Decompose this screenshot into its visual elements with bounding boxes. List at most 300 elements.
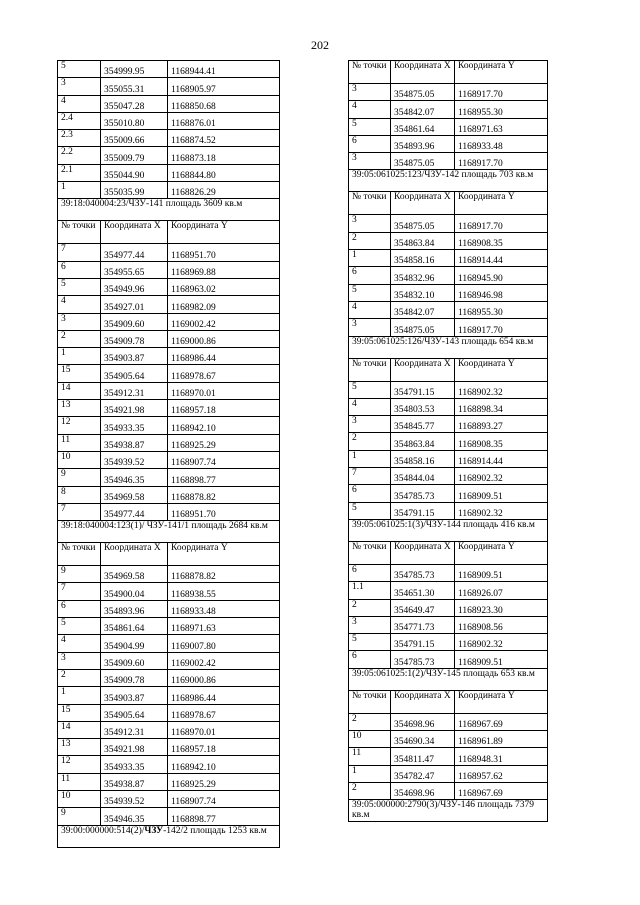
table-row	[58, 669, 280, 686]
coordinate-x-cell: 354904.99	[101, 635, 168, 652]
coordinate-y-header: Координата Y	[168, 543, 280, 566]
coordinate-x-cell: 354791.15	[391, 502, 455, 519]
coordinate-y-cell: 1168909.51	[455, 564, 548, 581]
coordinate-y-cell: 1168893.27	[455, 416, 548, 433]
point-number-cell: 12	[58, 756, 101, 773]
section-caption-row	[58, 825, 280, 847]
coordinate-y-cell: 1168844.80	[168, 164, 280, 181]
coordinate-y-cell: 1168917.70	[455, 319, 548, 336]
coordinate-y-cell: 1168908.35	[455, 232, 548, 249]
table-header-row	[58, 221, 280, 244]
coordinate-y-cell: 1168902.32	[455, 634, 548, 651]
table-row	[349, 485, 548, 502]
coordinate-x-cell: 354785.73	[391, 485, 455, 502]
table-row	[349, 215, 548, 232]
table-row	[349, 616, 548, 633]
point-number-cell: 7	[58, 503, 101, 520]
coordinate-y-cell: 1168978.67	[168, 365, 280, 382]
point-number-cell: 5	[349, 118, 391, 135]
table-row	[58, 296, 280, 313]
table-row	[349, 267, 548, 284]
coordinate-x-cell: 354946.35	[101, 808, 168, 825]
table-row	[58, 112, 280, 129]
coordinate-x-cell: 354832.96	[391, 267, 455, 284]
table-row	[349, 301, 548, 318]
coordinate-x-cell: 354698.96	[391, 782, 455, 799]
coordinate-x-cell: 354946.35	[101, 469, 168, 486]
coordinate-x-cell: 354939.52	[101, 790, 168, 807]
coordinate-x-cell: 354969.58	[101, 486, 168, 503]
section-caption-row	[349, 800, 548, 822]
table-row	[58, 61, 280, 78]
table-row	[349, 118, 548, 135]
coordinate-x-cell: 354875.05	[391, 215, 455, 232]
coordinate-y-cell: 1168961.89	[455, 731, 548, 748]
point-number-cell: 2	[349, 782, 391, 799]
coordinate-y-cell: 1168876.01	[168, 112, 280, 129]
coordinate-x-cell: 354690.34	[391, 731, 455, 748]
point-number-cell: 11	[58, 773, 101, 790]
coordinate-y-cell: 1168969.88	[168, 261, 280, 278]
table-header-row	[349, 61, 548, 84]
table-row	[58, 313, 280, 330]
coordinate-x-cell: 354977.44	[101, 503, 168, 520]
coordinate-y-cell: 1168957.18	[168, 739, 280, 756]
coordinate-y-cell: 1168986.44	[168, 348, 280, 365]
point-number-cell: 2	[58, 669, 101, 686]
coordinate-x-cell: 354842.07	[391, 301, 455, 318]
point-number-cell: 6	[58, 600, 101, 617]
coordinate-y-cell: 1168971.63	[455, 118, 548, 135]
coordinate-y-cell: 1168898.77	[168, 469, 280, 486]
table-row	[58, 739, 280, 756]
coordinate-x-cell: 355055.31	[101, 78, 168, 95]
table-row	[58, 486, 280, 503]
coordinate-y-cell: 1168898.34	[455, 398, 548, 415]
coordinate-y-cell: 1168907.74	[168, 451, 280, 468]
coordinate-y-cell: 1168923.30	[455, 599, 548, 616]
coordinate-x-cell: 354939.52	[101, 451, 168, 468]
point-number-cell: 1	[58, 182, 101, 199]
point-number-header: № точки	[349, 192, 391, 215]
right-coordinates-table	[348, 60, 548, 822]
coordinate-x-cell: 354969.58	[101, 566, 168, 583]
coordinate-y-cell: 1168874.52	[168, 130, 280, 147]
coordinate-x-cell: 354903.87	[101, 687, 168, 704]
point-number-cell: 3	[349, 215, 391, 232]
coordinate-y-cell: 1168909.51	[455, 651, 548, 668]
table-row	[58, 244, 280, 261]
point-number-cell: 6	[349, 564, 391, 581]
table-row	[349, 502, 548, 519]
point-number-cell: 3	[349, 153, 391, 170]
coordinate-x-cell: 354921.98	[101, 739, 168, 756]
table-row	[58, 808, 280, 825]
table-row	[58, 600, 280, 617]
section-caption-row	[349, 668, 548, 690]
table-row	[349, 381, 548, 398]
coordinate-x-cell: 354903.87	[101, 348, 168, 365]
coordinate-y-cell: 1168967.69	[455, 782, 548, 799]
table-row	[58, 790, 280, 807]
point-number-cell: 2.3	[58, 130, 101, 147]
point-number-cell: 1	[58, 687, 101, 704]
table-row	[58, 434, 280, 451]
point-number-cell: 3	[349, 84, 391, 101]
section-caption-row	[58, 521, 280, 543]
coordinate-x-cell: 354909.60	[101, 313, 168, 330]
point-number-cell: 6	[58, 261, 101, 278]
coordinate-x-cell: 355044.90	[101, 164, 168, 181]
table-row	[58, 147, 280, 164]
point-number-cell: 10	[349, 731, 391, 748]
coordinate-y-cell: 1169002.42	[168, 313, 280, 330]
coordinate-y-cell: 1168933.48	[168, 600, 280, 617]
point-number-cell: 2	[58, 330, 101, 347]
coordinate-x-cell: 354791.15	[391, 381, 455, 398]
point-number-header: № точки	[349, 541, 391, 564]
point-number-cell: 9	[58, 808, 101, 825]
coordinate-x-cell: 354927.01	[101, 296, 168, 313]
table-row	[58, 348, 280, 365]
table-row	[58, 618, 280, 635]
table-row	[349, 232, 548, 249]
coordinate-y-cell: 1168925.29	[168, 773, 280, 790]
point-number-cell: 6	[349, 485, 391, 502]
coordinate-y-cell: 1168908.35	[455, 433, 548, 450]
coordinate-y-cell: 1168970.01	[168, 382, 280, 399]
point-number-header: № точки	[58, 543, 101, 566]
section-caption: 39:05:061025:126/ЧЗУ-143 площадь 654 кв.м	[349, 336, 548, 358]
table-row	[58, 278, 280, 295]
table-row	[58, 417, 280, 434]
coordinate-y-cell: 1168850.68	[168, 95, 280, 112]
coordinate-x-cell: 354875.05	[391, 153, 455, 170]
table-row	[349, 599, 548, 616]
coordinate-x-cell: 354933.35	[101, 756, 168, 773]
point-number-cell: 11	[349, 748, 391, 765]
coordinate-y-cell: 1168907.74	[168, 790, 280, 807]
point-number-cell: 3	[58, 652, 101, 669]
right-column	[348, 60, 548, 822]
point-number-cell: 7	[349, 468, 391, 485]
coordinate-x-cell: 354933.35	[101, 417, 168, 434]
coordinate-y-cell: 1168948.31	[455, 748, 548, 765]
point-number-cell: 5	[58, 278, 101, 295]
coordinate-y-cell: 1169000.86	[168, 330, 280, 347]
coordinate-y-header: Координата Y	[455, 690, 548, 713]
coordinate-y-cell: 1168971.63	[168, 618, 280, 635]
section-caption	[58, 825, 280, 847]
table-row	[349, 765, 548, 782]
coordinate-x-cell: 355010.80	[101, 112, 168, 129]
table-row	[58, 503, 280, 520]
coordinate-x-header: Координата X	[391, 61, 455, 84]
coordinate-x-cell: 354938.87	[101, 434, 168, 451]
table-row	[58, 400, 280, 417]
coordinate-x-header: Координата X	[391, 358, 455, 381]
section-caption-row	[349, 170, 548, 192]
table-row	[349, 398, 548, 415]
coordinate-y-cell: 1168982.09	[168, 296, 280, 313]
coordinate-x-cell: 354861.64	[391, 118, 455, 135]
coordinate-x-cell: 354955.65	[101, 261, 168, 278]
coordinate-y-cell: 1168957.62	[455, 765, 548, 782]
table-row	[349, 564, 548, 581]
point-number-cell: 14	[58, 382, 101, 399]
table-row	[349, 782, 548, 799]
table-row	[349, 450, 548, 467]
table-row	[58, 78, 280, 95]
table-row	[58, 469, 280, 486]
coordinate-y-cell: 1168970.01	[168, 721, 280, 738]
coordinate-x-cell: 354803.53	[391, 398, 455, 415]
table-row	[58, 756, 280, 773]
table-row	[58, 583, 280, 600]
section-caption: 39:05:061025:1(2)/ЧЗУ-145 площадь 653 кв.м	[349, 668, 548, 690]
point-number-cell: 15	[58, 365, 101, 382]
coordinate-x-cell: 354900.04	[101, 583, 168, 600]
table-row	[58, 365, 280, 382]
coordinate-y-cell: 1168967.69	[455, 713, 548, 730]
table-row	[58, 261, 280, 278]
coordinate-x-cell: 354905.64	[101, 365, 168, 382]
coordinate-x-cell: 355009.66	[101, 130, 168, 147]
table-row	[349, 468, 548, 485]
coordinate-y-header: Координата Y	[455, 541, 548, 564]
coordinate-x-cell: 354999.95	[101, 61, 168, 78]
coordinate-x-header: Координата X	[101, 221, 168, 244]
coordinate-y-cell: 1168926.07	[455, 582, 548, 599]
coordinate-x-cell: 354893.96	[101, 600, 168, 617]
coordinate-x-cell: 354698.96	[391, 713, 455, 730]
table-row	[349, 84, 548, 101]
point-number-cell: 5	[349, 381, 391, 398]
table-row	[58, 95, 280, 112]
coordinate-y-cell: 1168978.67	[168, 704, 280, 721]
point-number-cell: 4	[58, 95, 101, 112]
coordinate-y-cell: 1168942.10	[168, 756, 280, 773]
coordinate-x-cell: 354909.60	[101, 652, 168, 669]
coordinate-y-cell: 1168909.51	[455, 485, 548, 502]
section-caption: 39:05:000000:2790(3)/ЧЗУ-146 площадь 7379 кв.м	[349, 800, 548, 822]
coordinate-y-cell: 1168933.48	[455, 135, 548, 152]
table-row	[349, 101, 548, 118]
coordinate-y-cell: 1168878.82	[168, 566, 280, 583]
coordinate-x-cell: 354909.78	[101, 330, 168, 347]
coordinate-y-cell: 1168945.90	[455, 267, 548, 284]
coordinate-x-cell: 354863.84	[391, 232, 455, 249]
table-row	[58, 635, 280, 652]
coordinate-x-header: Координата X	[101, 543, 168, 566]
point-number-cell: 1	[349, 765, 391, 782]
coordinate-x-cell: 354893.96	[391, 135, 455, 152]
coordinate-y-cell: 1168902.32	[455, 381, 548, 398]
coordinate-x-cell: 354842.07	[391, 101, 455, 118]
table-row	[349, 284, 548, 301]
table-row	[58, 164, 280, 181]
coordinate-x-cell: 354905.64	[101, 704, 168, 721]
point-number-header: № точки	[349, 690, 391, 713]
coordinate-x-cell: 354938.87	[101, 773, 168, 790]
coordinate-x-cell: 354844.04	[391, 468, 455, 485]
point-number-cell: 10	[58, 451, 101, 468]
coordinate-y-cell: 1168902.32	[455, 502, 548, 519]
coordinate-x-cell: 354921.98	[101, 400, 168, 417]
table-row	[349, 135, 548, 152]
point-number-header: № точки	[58, 221, 101, 244]
table-row	[58, 382, 280, 399]
coordinate-y-cell: 1168957.18	[168, 400, 280, 417]
point-number-cell: 2.1	[58, 164, 101, 181]
coordinate-x-header: Координата X	[391, 690, 455, 713]
table-header-row	[349, 690, 548, 713]
coordinate-y-cell: 1168942.10	[168, 417, 280, 434]
point-number-cell: 2.4	[58, 112, 101, 129]
point-number-cell: 2	[349, 433, 391, 450]
coordinate-y-cell: 1168878.82	[168, 486, 280, 503]
coordinate-x-cell: 355047.28	[101, 95, 168, 112]
coordinate-x-cell: 354785.73	[391, 651, 455, 668]
coordinate-y-cell: 1168826.29	[168, 182, 280, 199]
point-number-cell: 9	[58, 469, 101, 486]
coordinate-x-cell: 354782.47	[391, 765, 455, 782]
section-caption-row	[349, 519, 548, 541]
point-number-cell: 5	[349, 634, 391, 651]
coordinate-x-cell: 354861.64	[101, 618, 168, 635]
point-number-cell: 3	[58, 313, 101, 330]
coordinate-x-cell: 354649.47	[391, 599, 455, 616]
point-number-cell: 1	[349, 250, 391, 267]
point-number-cell: 4	[58, 635, 101, 652]
coordinate-x-cell: 354912.31	[101, 382, 168, 399]
table-row	[58, 652, 280, 669]
table-row	[58, 130, 280, 147]
section-caption-row	[58, 199, 280, 221]
point-number-cell: 1.1	[349, 582, 391, 599]
coordinate-x-header: Координата X	[391, 192, 455, 215]
coordinate-y-header: Координата Y	[168, 221, 280, 244]
coordinate-y-cell: 1168902.32	[455, 468, 548, 485]
coordinate-y-cell: 1168873.18	[168, 147, 280, 164]
point-number-cell: 3	[58, 78, 101, 95]
coordinate-y-cell: 1168963.02	[168, 278, 280, 295]
table-row	[349, 153, 548, 170]
coordinate-y-cell: 1168938.55	[168, 583, 280, 600]
coordinate-x-header: Координата X	[391, 541, 455, 564]
table-row	[58, 721, 280, 738]
coordinate-x-cell: 354875.05	[391, 319, 455, 336]
coordinate-y-header: Координата Y	[455, 358, 548, 381]
coordinate-y-cell: 1168914.44	[455, 250, 548, 267]
coordinate-y-header: Координата Y	[455, 61, 548, 84]
coordinate-y-cell: 1169000.86	[168, 669, 280, 686]
table-row	[349, 634, 548, 651]
coordinate-x-cell: 355009.79	[101, 147, 168, 164]
table-row	[349, 433, 548, 450]
coordinate-y-cell: 1168944.41	[168, 61, 280, 78]
table-row	[58, 773, 280, 790]
coordinate-y-cell: 1168951.70	[168, 244, 280, 261]
table-row	[349, 731, 548, 748]
point-number-header: № точки	[349, 358, 391, 381]
point-number-cell: 2	[349, 713, 391, 730]
coordinate-y-cell: 1168955.30	[455, 301, 548, 318]
point-number-cell: 6	[349, 267, 391, 284]
coordinate-y-cell: 1168986.44	[168, 687, 280, 704]
section-caption: 39:18:040004:23/ЧЗУ-141 площадь 3609 кв.м	[58, 199, 280, 221]
coordinate-y-cell: 1168914.44	[455, 450, 548, 467]
point-number-cell: 6	[349, 135, 391, 152]
point-number-cell: 8	[58, 486, 101, 503]
table-row	[349, 416, 548, 433]
point-number-cell: 4	[349, 398, 391, 415]
point-number-cell: 1	[58, 348, 101, 365]
point-number-cell: 4	[58, 296, 101, 313]
table-header-row	[349, 192, 548, 215]
point-number-cell: 2	[349, 232, 391, 249]
point-number-cell: 6	[349, 651, 391, 668]
point-number-cell: 3	[349, 319, 391, 336]
section-caption: 39:05:061025:1(3)/ЧЗУ-144 площадь 416 кв.м	[349, 519, 548, 541]
coordinate-x-cell: 354875.05	[391, 84, 455, 101]
coordinate-y-cell: 1168917.70	[455, 84, 548, 101]
point-number-cell: 13	[58, 739, 101, 756]
section-caption-row	[349, 336, 548, 358]
table-row	[58, 182, 280, 199]
point-number-cell: 5	[58, 618, 101, 635]
coordinate-x-cell: 354949.96	[101, 278, 168, 295]
point-number-cell: 5	[58, 61, 101, 78]
point-number-header: № точки	[349, 61, 391, 84]
table-row	[58, 451, 280, 468]
point-number-cell: 3	[349, 616, 391, 633]
point-number-cell: 4	[349, 101, 391, 118]
coordinate-x-cell: 354858.16	[391, 450, 455, 467]
coordinate-x-cell: 354832.10	[391, 284, 455, 301]
coordinate-x-cell: 354791.15	[391, 634, 455, 651]
left-column	[57, 60, 280, 848]
coordinate-y-cell: 1168905.97	[168, 78, 280, 95]
caption-suffix: -142/2 площадь 1253 кв.м	[163, 825, 267, 836]
point-number-cell: 7	[58, 244, 101, 261]
coordinate-y-cell: 1168955.30	[455, 101, 548, 118]
coordinate-x-cell: 354858.16	[391, 250, 455, 267]
point-number-cell: 10	[58, 790, 101, 807]
coordinate-y-cell: 1169002.42	[168, 652, 280, 669]
table-row	[349, 651, 548, 668]
coordinate-y-cell: 1168946.98	[455, 284, 548, 301]
table-header-row	[349, 358, 548, 381]
coordinate-x-cell: 354771.73	[391, 616, 455, 633]
point-number-cell: 2.2	[58, 147, 101, 164]
coordinate-x-cell: 354845.77	[391, 416, 455, 433]
table-row	[349, 319, 548, 336]
coordinate-x-cell: 354651.30	[391, 582, 455, 599]
coordinate-x-cell: 354912.31	[101, 721, 168, 738]
coordinate-y-cell: 1168951.70	[168, 503, 280, 520]
table-row	[349, 748, 548, 765]
coordinate-y-cell: 1168898.77	[168, 808, 280, 825]
coordinate-y-cell: 1168908.56	[455, 616, 548, 633]
table-header-row	[349, 541, 548, 564]
section-caption: 39:05:061025:123/ЧЗУ-142 площадь 703 кв.м	[349, 170, 548, 192]
point-number-cell: 2	[349, 599, 391, 616]
point-number-cell: 12	[58, 417, 101, 434]
coordinate-x-cell: 354977.44	[101, 244, 168, 261]
table-row	[58, 566, 280, 583]
table-row	[349, 713, 548, 730]
